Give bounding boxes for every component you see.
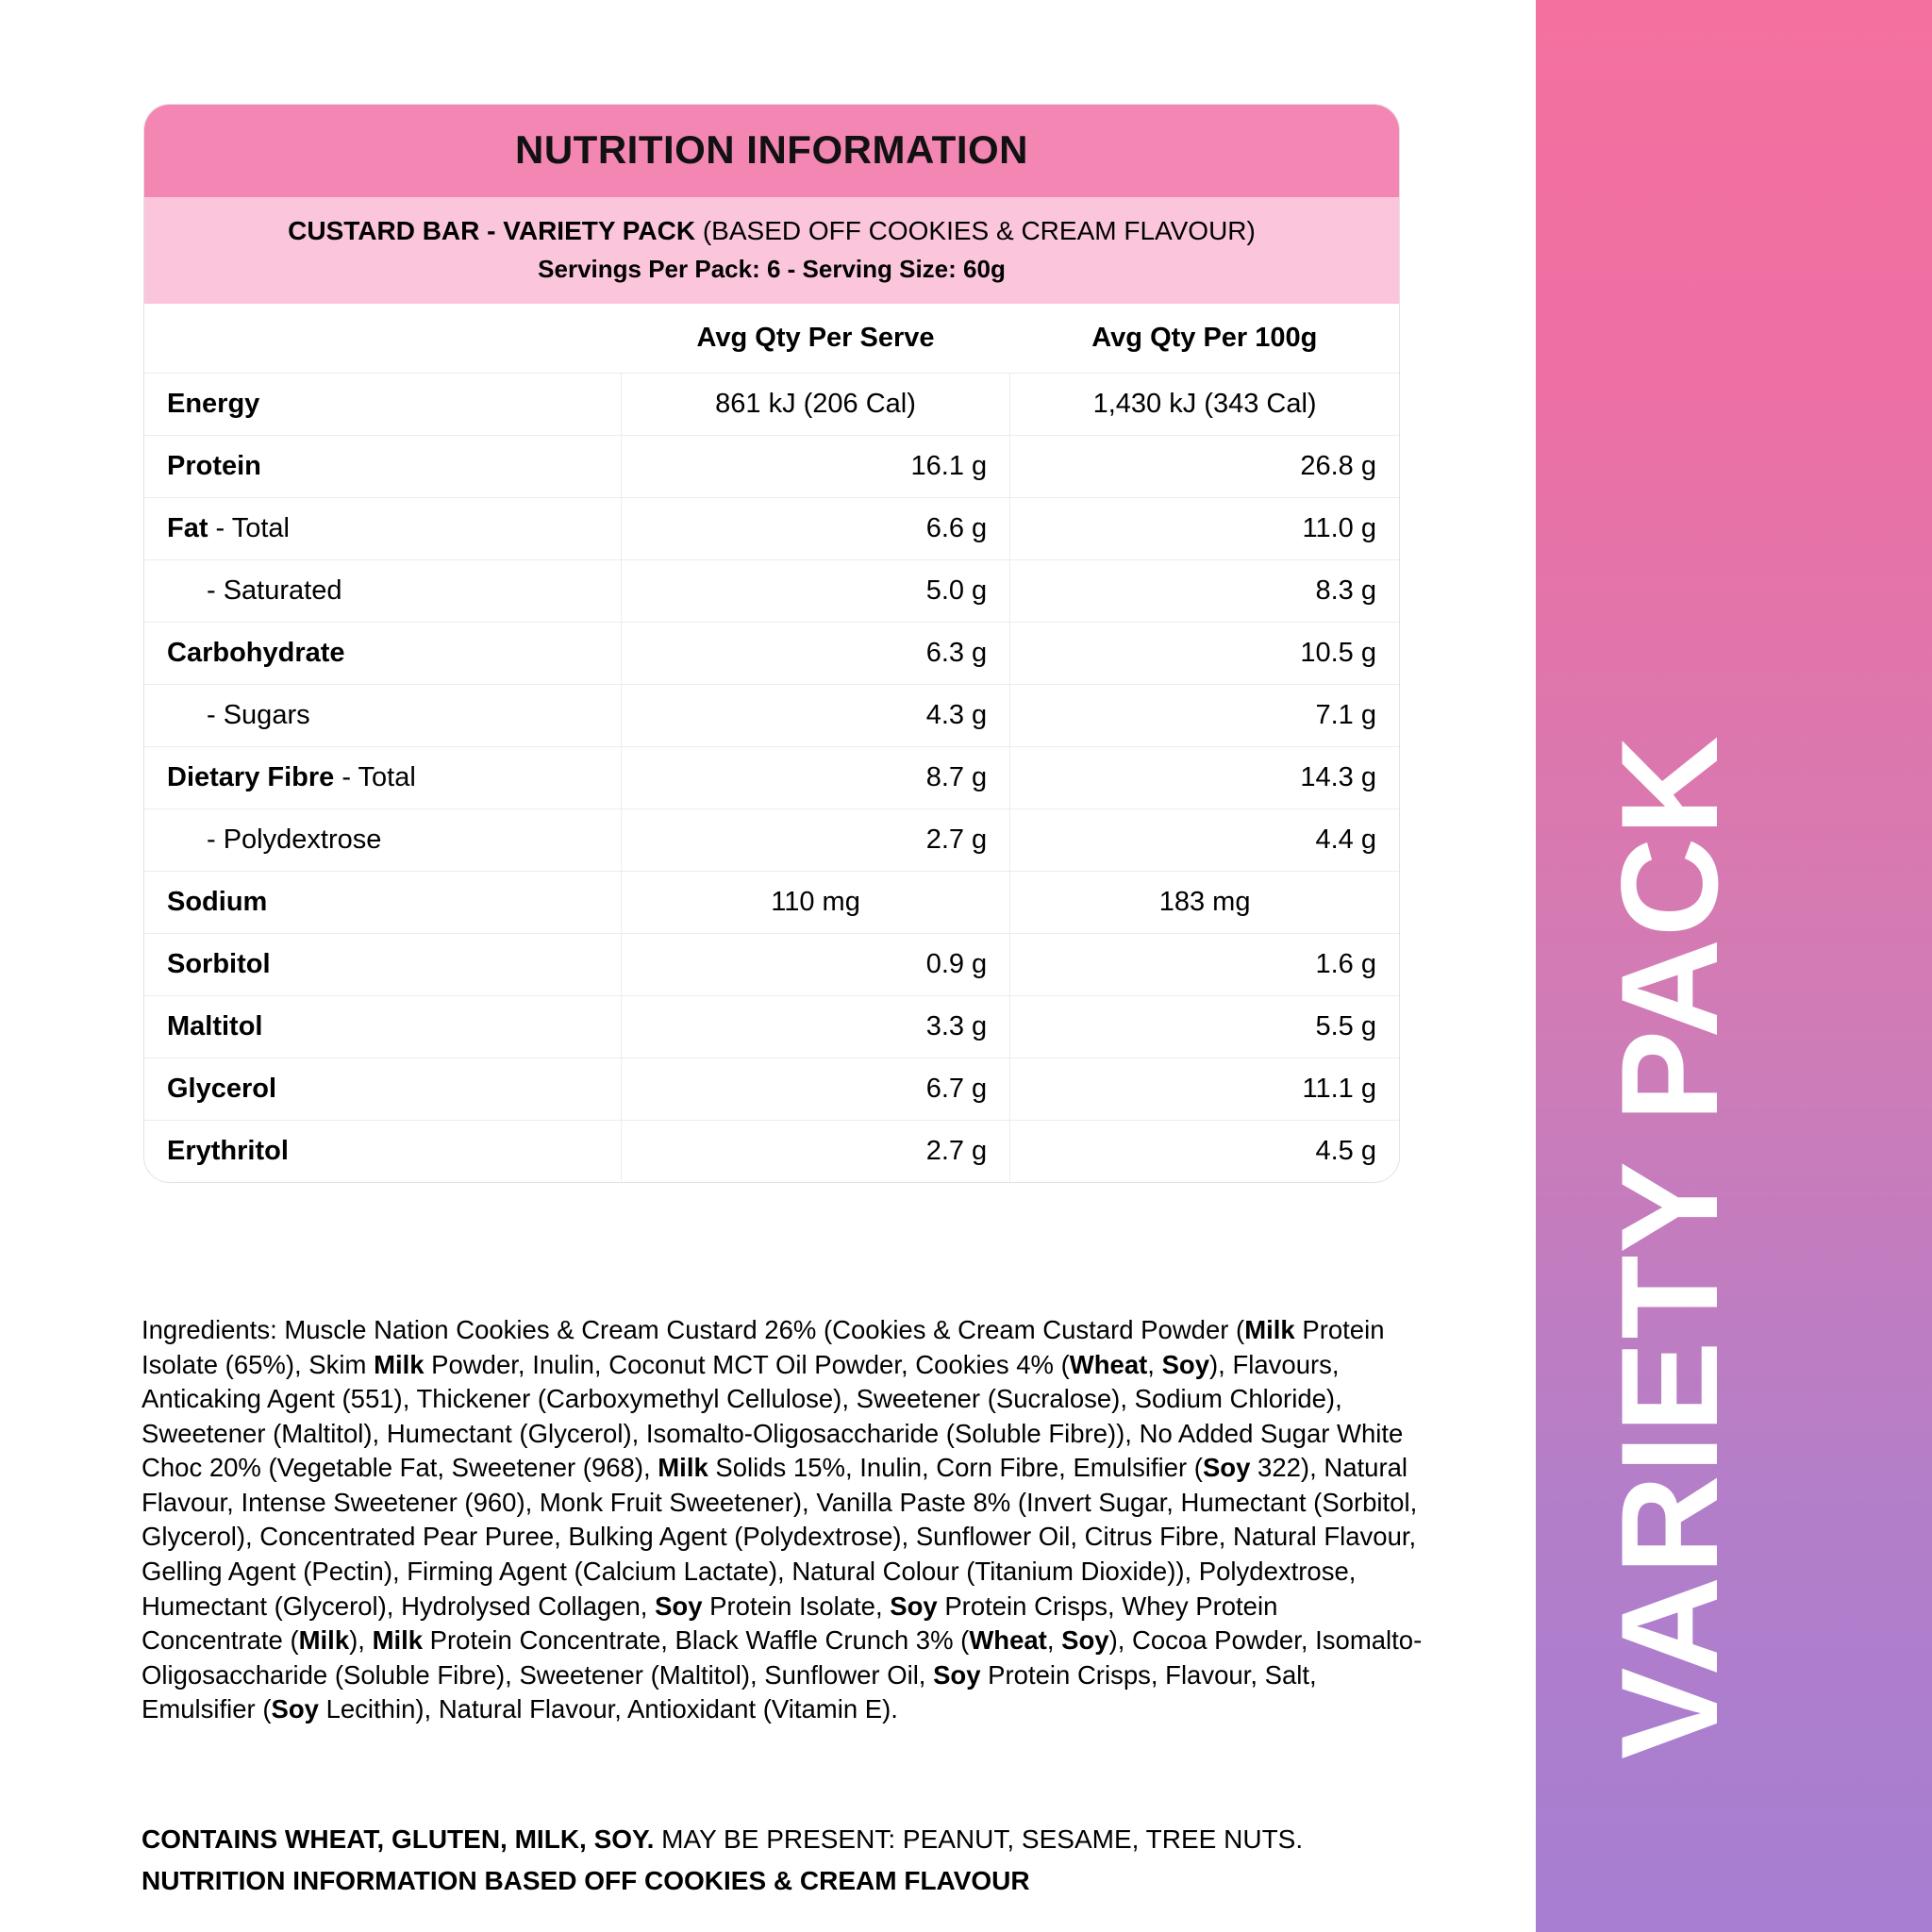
nutrient-label: Energy: [144, 374, 621, 436]
panel-title: NUTRITION INFORMATION: [144, 105, 1399, 197]
side-gradient-band: [1536, 0, 1932, 1932]
table-row: [144, 934, 1399, 996]
nutrient-label: - Polydextrose: [144, 809, 621, 872]
value-per-100g: 1,430 kJ (343 Cal): [1010, 374, 1399, 436]
table-row: [144, 685, 1399, 747]
value-per-100g: 11.0 g: [1010, 498, 1399, 560]
nutrient-label: Glycerol: [144, 1058, 621, 1121]
nutrient-label: Fat - Total: [144, 498, 621, 560]
servings-line: Servings Per Pack: 6 - Serving Size: 60g: [538, 254, 1006, 283]
table-row: [144, 374, 1399, 436]
value-per-100g: 5.5 g: [1010, 996, 1399, 1058]
nutrient-label: Sorbitol: [144, 934, 621, 996]
value-per-serve: 6.3 g: [621, 623, 1009, 685]
allergen-contains: CONTAINS WHEAT, GLUTEN, MILK, SOY.: [142, 1824, 655, 1854]
ingredients-text: Ingredients: Muscle Nation Cookies & Cream Custard 26% (Cookies & Cream Custard Powder (Milk Protein Isolate (65%), Skim Milk Powder, Inulin, Coconut MCT Oil Powder, Cookies 4% (Wheat, Soy), Flavours, Anticaking Agent (551), Thickener (Carboxymethyl Cellulose), Sweetener (Sucralose), Sodium Chloride), Sweetener (Maltitol), Humectant (Glycerol), Isomalto-Oligosaccharide (Soluble Fibre)), No Added Sugar White Choc 20% (Vegetable Fat, Sweetener (968), Milk Solids 15%, Inulin, Corn Fibre, Emulsifier (Soy 322), Natural Flavour, Intense Sweetener (960), Monk Fruit Sweetener), Vanilla Paste 8% (Invert Sugar, Humectant (Sorbitol, Glycerol), Concentrated Pear Puree, Bulking Agent (Polydextrose), Sunflower Oil, Citrus Fibre, Natural Flavour, Gelling Agent (Pectin), Firming Agent (Calcium Lactate), Natural Colour (Titanium Dioxide)), Polydextrose, Humectant (Glycerol), Hydrolysed Collagen, Soy Protein Isolate, Soy Protein Crisps, Whey Protein Concentrate (Milk), Milk Protein Concentrate, Black Waffle Crunch 3% (Wheat, Soy), Cocoa Powder, Isomalto-Oligosaccharide (Soluble Fibre), Sweetener (Maltitol), Sunflower Oil, Soy Protein Crisps, Flavour, Salt, Emulsifier (Soy Lecithin), Natural Flavour, Antioxidant (Vitamin E).: [142, 1315, 1423, 1724]
nutrient-label: Dietary Fibre - Total: [144, 747, 621, 809]
nutrition-table-body: [144, 374, 1399, 1183]
product-note: (BASED OFF COOKIES & CREAM FLAVOUR): [695, 216, 1256, 245]
value-per-100g: 26.8 g: [1010, 436, 1399, 498]
column-header-per-100g: Avg Qty Per 100g: [1010, 304, 1399, 374]
value-per-serve: 861 kJ (206 Cal): [621, 374, 1009, 436]
value-per-100g: 14.3 g: [1010, 747, 1399, 809]
nutrient-label: - Sugars: [144, 685, 621, 747]
table-row: [144, 1121, 1399, 1183]
table-row: [144, 1058, 1399, 1121]
nutrition-information-panel: [143, 104, 1400, 1183]
value-per-100g: 11.1 g: [1010, 1058, 1399, 1121]
nutrient-label: Carbohydrate: [144, 623, 621, 685]
value-per-100g: 183 mg: [1010, 872, 1399, 934]
panel-subheader: [144, 197, 1399, 304]
table-row: [144, 623, 1399, 685]
value-per-serve: 8.7 g: [621, 747, 1009, 809]
value-per-serve: 6.6 g: [621, 498, 1009, 560]
nutrition-table: [144, 304, 1399, 1182]
value-per-serve: 3.3 g: [621, 996, 1009, 1058]
nutrient-label: Erythritol: [167, 1136, 289, 1167]
product-name: CUSTARD BAR - VARIETY PACK: [288, 216, 696, 245]
table-row: [144, 436, 1399, 498]
table-row: [144, 872, 1399, 934]
value-per-serve: 16.1 g: [621, 436, 1009, 498]
table-row: [144, 560, 1399, 623]
allergen-statement: [142, 1821, 1462, 1857]
value-per-serve: 110 mg: [621, 872, 1009, 934]
value-per-serve: 5.0 g: [621, 560, 1009, 623]
value-per-100g: 4.4 g: [1010, 809, 1399, 872]
table-row: [144, 747, 1399, 809]
value-per-serve: 2.7 g: [621, 1121, 1009, 1183]
table-row: [144, 498, 1399, 560]
table-row: [144, 996, 1399, 1058]
value-per-serve: 2.7 g: [621, 809, 1009, 872]
value-per-100g: 10.5 g: [1010, 623, 1399, 685]
nutrient-label: - Saturated: [144, 560, 621, 623]
value-per-serve: 6.7 g: [621, 1058, 1009, 1121]
value-per-100g: 4.5 g: [1010, 1121, 1399, 1183]
column-header-per-serve: Avg Qty Per Serve: [621, 304, 1009, 374]
allergen-note: NUTRITION INFORMATION BASED OFF COOKIES & CREAM FLAVOUR: [142, 1866, 1030, 1895]
allergen-may-contain: MAY BE PRESENT: PEANUT, SESAME, TREE NUTS.: [654, 1824, 1304, 1854]
value-per-100g: 7.1 g: [1010, 685, 1399, 747]
value-per-100g: 8.3 g: [1010, 560, 1399, 623]
table-header-row: [144, 304, 1399, 374]
column-header-blank: [144, 304, 621, 374]
value-per-serve: 0.9 g: [621, 934, 1009, 996]
side-band-label: VARIETY PACK: [1592, 734, 1746, 1759]
product-name-line: [163, 214, 1380, 248]
nutrient-label: Sodium: [144, 872, 621, 934]
value-per-100g: 1.6 g: [1010, 934, 1399, 996]
nutrient-label: Protein: [144, 436, 621, 498]
table-row: [144, 809, 1399, 872]
value-per-serve: 4.3 g: [621, 685, 1009, 747]
nutrient-label: Maltitol: [144, 996, 621, 1058]
